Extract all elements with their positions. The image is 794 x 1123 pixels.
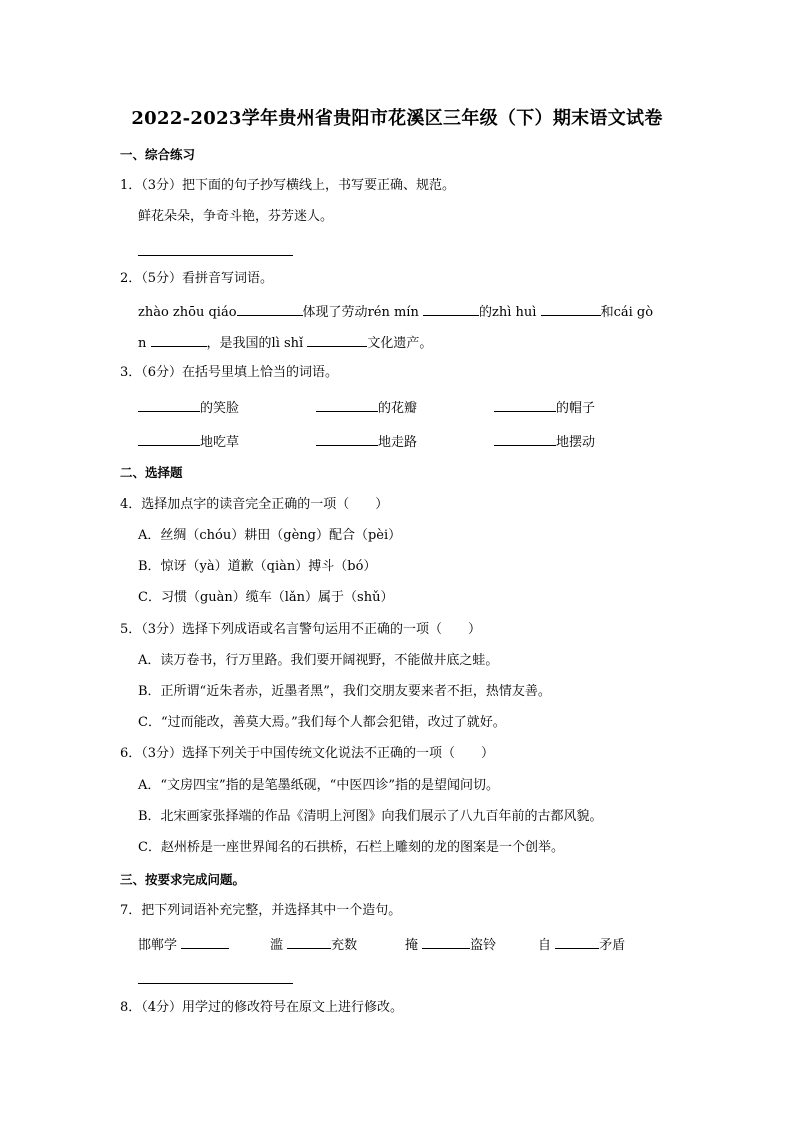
exam-title: 2022-2023学年贵州省贵阳市花溪区三年级（下）期末语文试卷 [131, 108, 663, 129]
q3-item-2 [316, 397, 417, 418]
q3-item-4 [138, 431, 239, 452]
question-7-stem: 7．把下列词语补充完整，并选择其中一个造句。 [120, 903, 402, 918]
question-6-option-c[interactable]: C．赵州桥是一座世界闻名的石拱桥，石栏上雕刻的龙的图案是一个创举。 [138, 840, 564, 855]
blank-q3-4[interactable] [138, 431, 200, 446]
q3-item-1-text: 的笑脸 [200, 401, 240, 416]
idiom-2-text-a: 滥 [270, 938, 284, 953]
blank-q3-5[interactable] [316, 431, 378, 446]
question-6-option-a[interactable]: A．“文房四宝”指的是笔墨纸砚，“中医四诊”指的是望闻问切。 [138, 778, 499, 793]
idiom-4 [538, 934, 625, 955]
idiom-2-text-b: 充数 [331, 938, 358, 953]
q2-text-1: 体现了劳动 [302, 305, 368, 320]
q3-item-2-text: 的花瓣 [378, 401, 418, 416]
question-4-option-c[interactable]: C．习惯（guàn）缆车（lǎn）属于（shǔ） [138, 590, 394, 605]
section-heading-3: 三、按要求完成问题。 [120, 872, 246, 887]
question-7-answer-line[interactable] [138, 983, 293, 984]
blank-zhaozhouqiao[interactable] [237, 301, 303, 316]
idiom-2 [270, 934, 357, 955]
q3-item-6-text: 地摆动 [556, 435, 596, 450]
question-4-option-a[interactable]: A．丝绸（chóu）耕田（gèng）配合（pèi） [138, 528, 402, 543]
blank-q3-6[interactable] [494, 431, 556, 446]
q2-text-2: 的 [478, 305, 492, 320]
question-6-stem: 6．（3分）选择下列关于中国传统文化说法不正确的一项（ ） [120, 746, 495, 761]
q3-item-1 [138, 397, 239, 418]
question-6-option-b[interactable]: B．北宋画家张择端的作品《清明上河图》向我们展示了八九百年前的古都风貌。 [138, 809, 603, 824]
blank-idiom-1[interactable] [181, 934, 229, 949]
idiom-1 [138, 934, 229, 955]
question-8-stem: 8．（4分）用学过的修改符号在原文上进行修改。 [120, 1000, 404, 1015]
q2-text-4: ，是我国的 [206, 336, 272, 351]
q3-item-6 [494, 431, 595, 452]
pinyin-zhihui: zhì huì [492, 305, 537, 320]
blank-caifu[interactable] [151, 332, 207, 347]
idiom-3-text-b: 盗铃 [470, 938, 497, 953]
question-5-option-a[interactable]: A．读万卷书，行万里路。我们要开阔视野，不能做井底之蛙。 [138, 653, 499, 668]
pinyin-zhaozhouqiao: zhào zhōu qiáo [138, 305, 237, 320]
q3-item-4-text: 地吃草 [200, 435, 240, 450]
blank-q3-2[interactable] [316, 397, 378, 412]
question-1-stem: 1．（3分）把下面的句子抄写横线上，书写要正确、规范。 [120, 178, 456, 193]
question-3-stem: 3．（6分）在括号里填上恰当的词语。 [120, 365, 339, 380]
pinyin-renmin: rén mín [367, 305, 419, 320]
section-heading-2: 二、选择题 [120, 465, 183, 480]
blank-idiom-3[interactable] [422, 934, 470, 949]
blank-zhihui[interactable] [541, 301, 601, 316]
blank-q3-3[interactable] [494, 397, 556, 412]
idiom-4-text-b: 矛盾 [599, 938, 626, 953]
section-heading-1: 一、综合练习 [120, 147, 196, 162]
q2-text-5: 文化遗产。 [367, 336, 433, 351]
question-2-stem: 2．（5分）看拼音写词语。 [120, 271, 274, 286]
blank-idiom-4[interactable] [555, 934, 599, 949]
idiom-1-text: 邯郸学 [138, 938, 178, 953]
idiom-3-text-a: 掩 [405, 938, 419, 953]
idiom-4-text-a: 自 [538, 938, 552, 953]
pinyin-lishi: lì shǐ [271, 336, 304, 351]
question-2-line-2 [138, 332, 432, 353]
blank-renmin[interactable] [423, 301, 479, 316]
pinyin-caifu-part-2: n [138, 336, 147, 351]
q3-item-3-text: 的帽子 [556, 401, 596, 416]
q3-item-3 [494, 397, 595, 418]
blank-q3-1[interactable] [138, 397, 200, 412]
q2-text-3: 和 [600, 305, 614, 320]
question-4-stem: 4．选择加点字的读音完全正确的一项（ ） [120, 497, 389, 512]
pinyin-caifu-part-1: cái gò [613, 305, 654, 320]
question-4-option-b[interactable]: B．惊讶（yà）道歉（qiàn）搏斗（bó） [138, 559, 377, 574]
blank-idiom-2[interactable] [287, 934, 331, 949]
blank-lishi[interactable] [307, 332, 367, 347]
question-5-stem: 5．（3分）选择下列成语或名言警句运用不正确的一项（ ） [120, 622, 482, 637]
question-5-option-b[interactable]: B．正所谓“近朱者赤，近墨者黑”，我们交朋友要来者不拒，热情友善。 [138, 684, 551, 699]
idiom-3 [405, 934, 496, 955]
q3-item-5-text: 地走路 [378, 435, 418, 450]
q3-item-5 [316, 431, 417, 452]
question-1-answer-line[interactable] [138, 255, 293, 256]
question-2-line-1 [138, 301, 653, 322]
question-5-option-c[interactable]: C．“过而能改，善莫大焉。”我们每个人都会犯错，改过了就好。 [138, 715, 506, 730]
question-1-sentence: 鲜花朵朵，争奇斗艳，芬芳迷人。 [138, 209, 334, 224]
